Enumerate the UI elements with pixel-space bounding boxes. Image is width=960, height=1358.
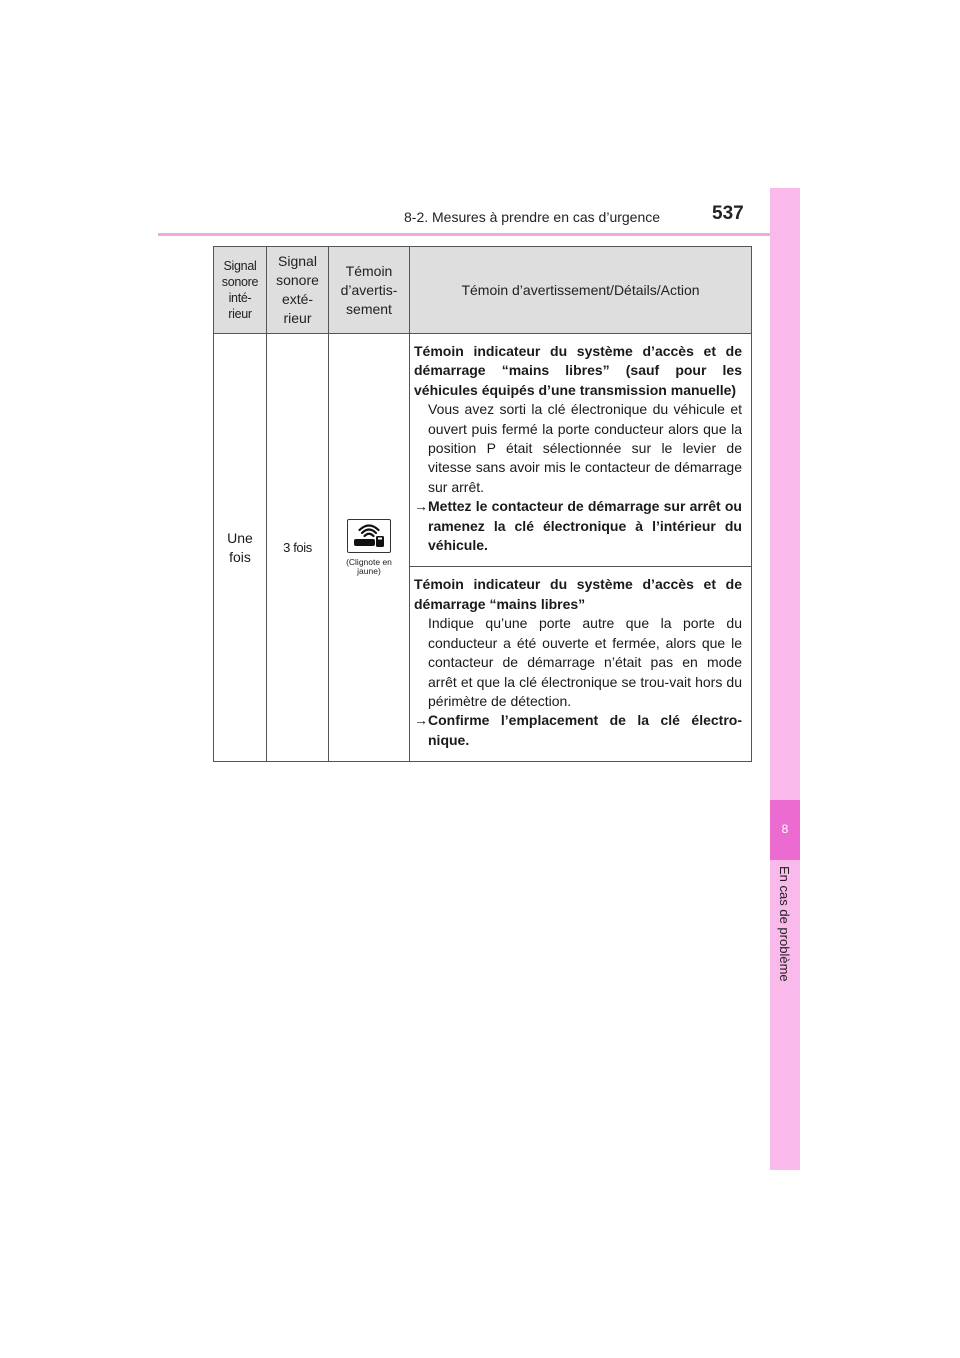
header-exterior-line: exté- <box>281 291 314 307</box>
header-indicator-line: sement <box>346 300 392 317</box>
header-exterior-line: rieur <box>283 310 312 326</box>
chapter-title: En cas de problème <box>777 866 792 982</box>
detail-action <box>414 497 742 555</box>
interior-line: fois <box>229 548 251 565</box>
detail-action-text: Mettez le contacteur de démarrage sur arrêt ou ramenez la clé électronique à l’intérieur du véhicule. <box>428 498 742 554</box>
header-warning-light <box>329 247 410 334</box>
table-row <box>214 334 752 567</box>
chapter-side-tab <box>770 188 800 1170</box>
detail-body: Indique qu’une porte autre que la porte du conducteur a été ouverte et fermée, alors que le contacteur de démarrage n’était pas en mode arrêt et que la clé électronique se trou-vait hors du périmètre de détection. <box>428 615 742 709</box>
cell-exterior-buzzer: 3 fois <box>267 334 329 762</box>
header-indicator-line: Témoin <box>345 262 393 279</box>
detail-cell-2 <box>410 567 752 762</box>
cell-warning-light <box>329 334 410 762</box>
indicator-note-line: jaune) <box>357 566 381 577</box>
header-interior-line: inté- <box>228 291 252 305</box>
header-interior-line: sonore <box>221 275 259 289</box>
header-interior-buzzer <box>214 247 267 334</box>
smart-key-wave-icon <box>347 519 391 553</box>
detail-title: Témoin indicateur du système d’accès et de démarrage “mains libres” <box>414 576 742 612</box>
header-exterior-line: Signal <box>278 253 317 269</box>
detail-cell-1 <box>410 334 752 567</box>
arrow-right-icon: → <box>414 712 428 729</box>
page-number: 537 <box>712 203 744 224</box>
header-details: Témoin d’avertissement/Détails/Action <box>410 247 752 334</box>
header-indicator-line: d’avertis- <box>340 281 398 298</box>
header-exterior-buzzer <box>267 247 329 334</box>
header-interior-line: rieur <box>228 307 252 321</box>
arrow-right-icon: → <box>414 498 428 515</box>
detail-body: Vous avez sorti la clé électronique du véhicule et ouvert puis fermé la porte conducteur alors que la position P était sélectionnée sur le levier de vitesse sans avoir mis le contacteur de démarrage sur arrêt. <box>428 401 742 495</box>
warning-table <box>213 246 752 762</box>
indicator-note <box>346 558 392 576</box>
indicator-wrap <box>329 519 409 576</box>
detail-action <box>414 711 742 750</box>
header-rule <box>158 233 800 236</box>
cell-interior-buzzer <box>214 334 267 762</box>
section-title: 8-2. Mesures à prendre en cas d’urgence <box>404 209 661 225</box>
detail-title: Témoin indicateur du système d’accès et de démarrage “mains libres” (sauf pour les véhicules équipés d’une transmission manuelle) <box>414 343 742 398</box>
header-exterior-line: sonore <box>276 272 319 288</box>
chapter-number: 8 <box>781 822 789 836</box>
interior-line: Une <box>227 529 253 546</box>
detail-action-text: Confirme l’emplacement de la clé électro-nique. <box>428 712 742 748</box>
table-header-row <box>214 247 752 334</box>
header-interior-line: Signal <box>223 259 257 273</box>
indicator-note-line: (Clignote en <box>346 557 392 568</box>
